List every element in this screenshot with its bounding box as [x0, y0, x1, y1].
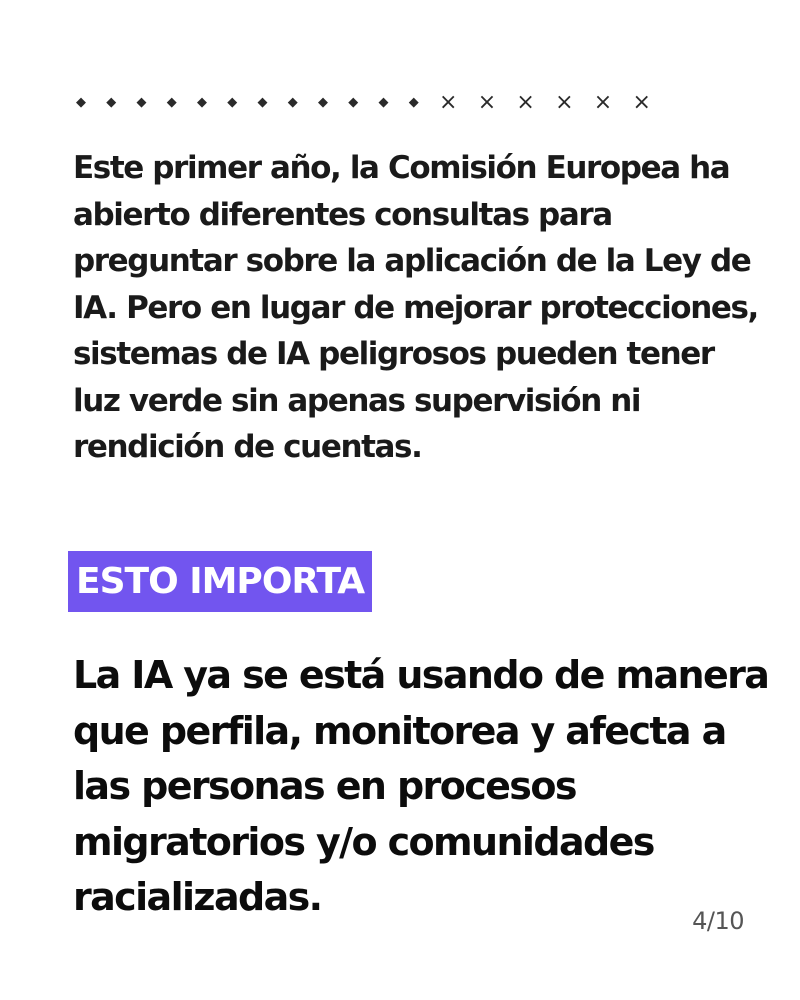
diamond-icon: ◆: [166, 95, 177, 110]
cross-icon: ×: [555, 90, 574, 115]
diamond-icon: ◆: [408, 95, 419, 110]
cross-icon: ×: [632, 90, 651, 115]
decorative-divider: [76, 92, 651, 114]
intro-paragraph: Este primer año, la Comisión Europea ha abierto diferentes consultas para preguntar sobre la aplicación de la Ley de IA. Pero en lugar de mejorar protecciones, sistemas de IA peligrosos pueden tener luz verde sin apenas supervisión ni rendición de cuentas.: [73, 150, 758, 465]
diamond-icon: ◆: [197, 95, 207, 110]
cross-icon: ×: [516, 90, 535, 115]
diamond-icon: ◆: [106, 95, 117, 110]
cross-icon: ×: [439, 90, 458, 115]
cross-icon: ×: [593, 90, 613, 115]
cross-icon: ×: [477, 90, 497, 115]
highlight-tag: ESTO IMPORTA: [68, 551, 372, 612]
key-statement: La IA ya se está usando de manera que perfila, monitorea y afecta a las personas en procesos migratorios y/o comunidades racializadas.: [73, 653, 769, 919]
diamond-icon: ◆: [348, 95, 359, 110]
diamond-icon: ◆: [76, 95, 86, 110]
diamond-icon: ◆: [136, 95, 147, 110]
diamond-icon: ◆: [227, 95, 238, 110]
diamond-icon: ◆: [287, 95, 298, 110]
diamond-icon: ◆: [257, 95, 268, 110]
page-indicator: 4/10: [692, 907, 744, 935]
diamond-icon: ◆: [318, 95, 328, 110]
diamond-icon: ◆: [378, 95, 389, 110]
